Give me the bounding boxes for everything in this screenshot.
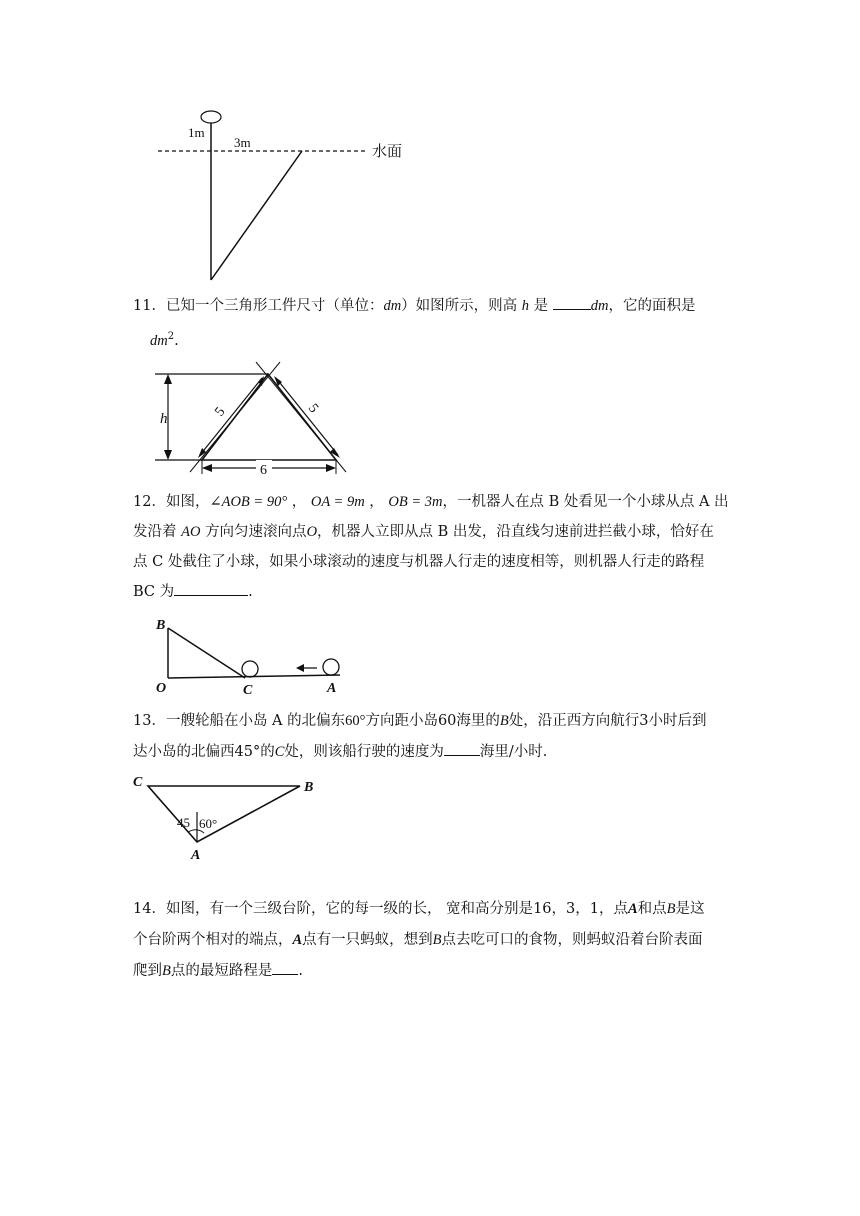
q13-text-c: 海里的 [456, 713, 500, 729]
q13-line-2 [133, 740, 547, 763]
q13-text-i: 海里/小时. [479, 744, 548, 760]
label-1m: 1m [188, 125, 205, 140]
q12-text-d: 方向匀速滚向点 [205, 524, 307, 540]
triangle-abc [148, 786, 300, 842]
q12-angle: ∠AOB = 90° [209, 494, 288, 510]
q11-line-2 [150, 326, 179, 352]
q11-text-a: 11．已知一个三角形工件尺寸（单位： [133, 298, 384, 314]
label-45: 45 [177, 815, 190, 830]
q11-line-1 [133, 294, 696, 317]
q14-text-c: 和点 [637, 901, 667, 917]
q11-text-c: 是 [533, 298, 549, 314]
label-60: 60° [199, 816, 218, 831]
segment-bc [168, 628, 245, 678]
q12-text-c: 发沿着 [133, 524, 177, 540]
q14-line-2 [133, 929, 703, 951]
ball-at-c [242, 661, 258, 677]
q14-text-b: 点 [613, 901, 628, 917]
q14-b-2: B [432, 932, 442, 948]
figure-ship-triangle [128, 770, 328, 865]
q12-line-3 [133, 551, 704, 573]
q12-text-f: 点 C 处截住了小球，如果小球滚动的速度与机器人行走的速度相等，则机器人行走的路程 [133, 554, 705, 570]
q14-a: A [627, 901, 638, 917]
q12-period: . [248, 584, 253, 600]
q13-b: B [499, 713, 509, 729]
q12-line-1: 12．如图，∠AOB = 90° ， OA = 9m ， OB = 3m，一机器人在点 B 处看见一个小球从点 A 出 [133, 494, 729, 510]
q12-text-b: ，一机器人在点 B 处看见一个小球从点 A 出 [442, 494, 729, 510]
ball-at-a [323, 659, 339, 675]
q11-period: . [174, 332, 179, 349]
q14-a-2: A [292, 932, 303, 948]
label-c: C [243, 683, 253, 698]
label-a: A [327, 681, 337, 696]
reed-tip [201, 111, 221, 123]
q14-text-f: 点有一只蚂蚁，想到 [302, 932, 433, 948]
q14-text-a: 14．如图，有一个三级台阶，它的每一级的长， 宽和高分别是 [133, 901, 534, 917]
label-h: h [160, 411, 168, 427]
q11-text-b: ）如图所示，则高 [401, 298, 518, 314]
label-o: O [156, 681, 167, 696]
q12-text-e: ，机器人立即从点 B 出发，沿直线匀速前进拦截小球，恰好在 [317, 524, 714, 540]
q14-comma-2: ， [575, 901, 590, 917]
label-base: 6 [260, 463, 267, 478]
q14-n16: 16 [533, 901, 552, 917]
q11-h: h [521, 298, 530, 314]
q13-text-d: 处，沿正西方向航行 [508, 713, 640, 729]
q11-unit: dm [383, 298, 402, 314]
slanted-reed-line [211, 151, 302, 280]
q14-line-3 [133, 959, 303, 982]
q14-text-i: 点的最短路程是 [170, 963, 273, 979]
q13-text-f: 达小岛的北偏西 [133, 744, 235, 760]
q14-b-3: B [162, 963, 171, 979]
q13-c: C [274, 744, 285, 760]
q14-line-1 [133, 898, 705, 920]
q12-oa: OA = 9m [310, 494, 365, 510]
q11-unit-2: dm [590, 298, 609, 314]
figure-triangle [150, 360, 370, 480]
q14-b: B [666, 901, 676, 917]
label-b: B [156, 618, 166, 633]
label-water: 水面 [372, 142, 403, 160]
q14-n1: 1 [589, 901, 599, 917]
q13-text-h: 处，则该船行驶的速度为 [284, 744, 444, 760]
q13-text-g: 的 [260, 744, 275, 760]
q12-text-a: 12．如图， [133, 494, 210, 510]
q11-unit-exp: 2 [167, 331, 175, 342]
label-left-side: 5 [212, 404, 229, 420]
q14-comma-3: ， [598, 901, 614, 917]
q13-line-1 [133, 710, 707, 732]
q13-blank[interactable] [444, 740, 480, 756]
q12-line-4 [133, 580, 253, 603]
q12-line-2 [133, 521, 714, 543]
label-3m: 3m [234, 135, 251, 150]
q13-deg45: 45° [234, 744, 261, 760]
q14-text-h: 爬到 [133, 963, 162, 979]
q12-ao: AO [181, 524, 201, 540]
figure-reed-water [150, 100, 410, 290]
q12-ob: OB = 3m [388, 494, 443, 510]
label-a: A [191, 848, 201, 863]
q11-text-d: ，它的面积是 [608, 298, 696, 314]
q13-n3: 3 [639, 713, 649, 729]
q13-text-e: 小时后到 [648, 713, 707, 729]
q14-text-g: 点去吃可口的食物，则蚂蚁沿着台阶表面 [441, 932, 703, 948]
q13-text-a: 13．一艘轮船在小岛 A 的北偏东 [133, 713, 346, 729]
q14-period: . [298, 963, 303, 979]
q14-text-e: 个台阶两个相对的端点， [133, 932, 293, 948]
label-right-side: 5 [304, 401, 321, 416]
label-c: C [133, 775, 143, 790]
q14-blank[interactable] [272, 959, 298, 975]
q13-text-b: 方向距小岛 [365, 713, 438, 729]
q13-deg60: 60° [345, 713, 366, 729]
q12-text-g: BC 为 [133, 584, 175, 600]
label-b: B [304, 780, 314, 795]
figure-robot-ball [150, 612, 360, 697]
q12-blank[interactable] [174, 580, 248, 596]
q12-o: O [306, 524, 318, 540]
q13-n60: 60 [437, 713, 457, 729]
q14-text-d: 是这 [675, 901, 705, 917]
q14-comma-1: ， [551, 901, 567, 917]
q14-n3: 3 [566, 901, 576, 917]
q11-blank-1[interactable] [553, 294, 591, 310]
q11-unit-area: dm [150, 332, 168, 349]
